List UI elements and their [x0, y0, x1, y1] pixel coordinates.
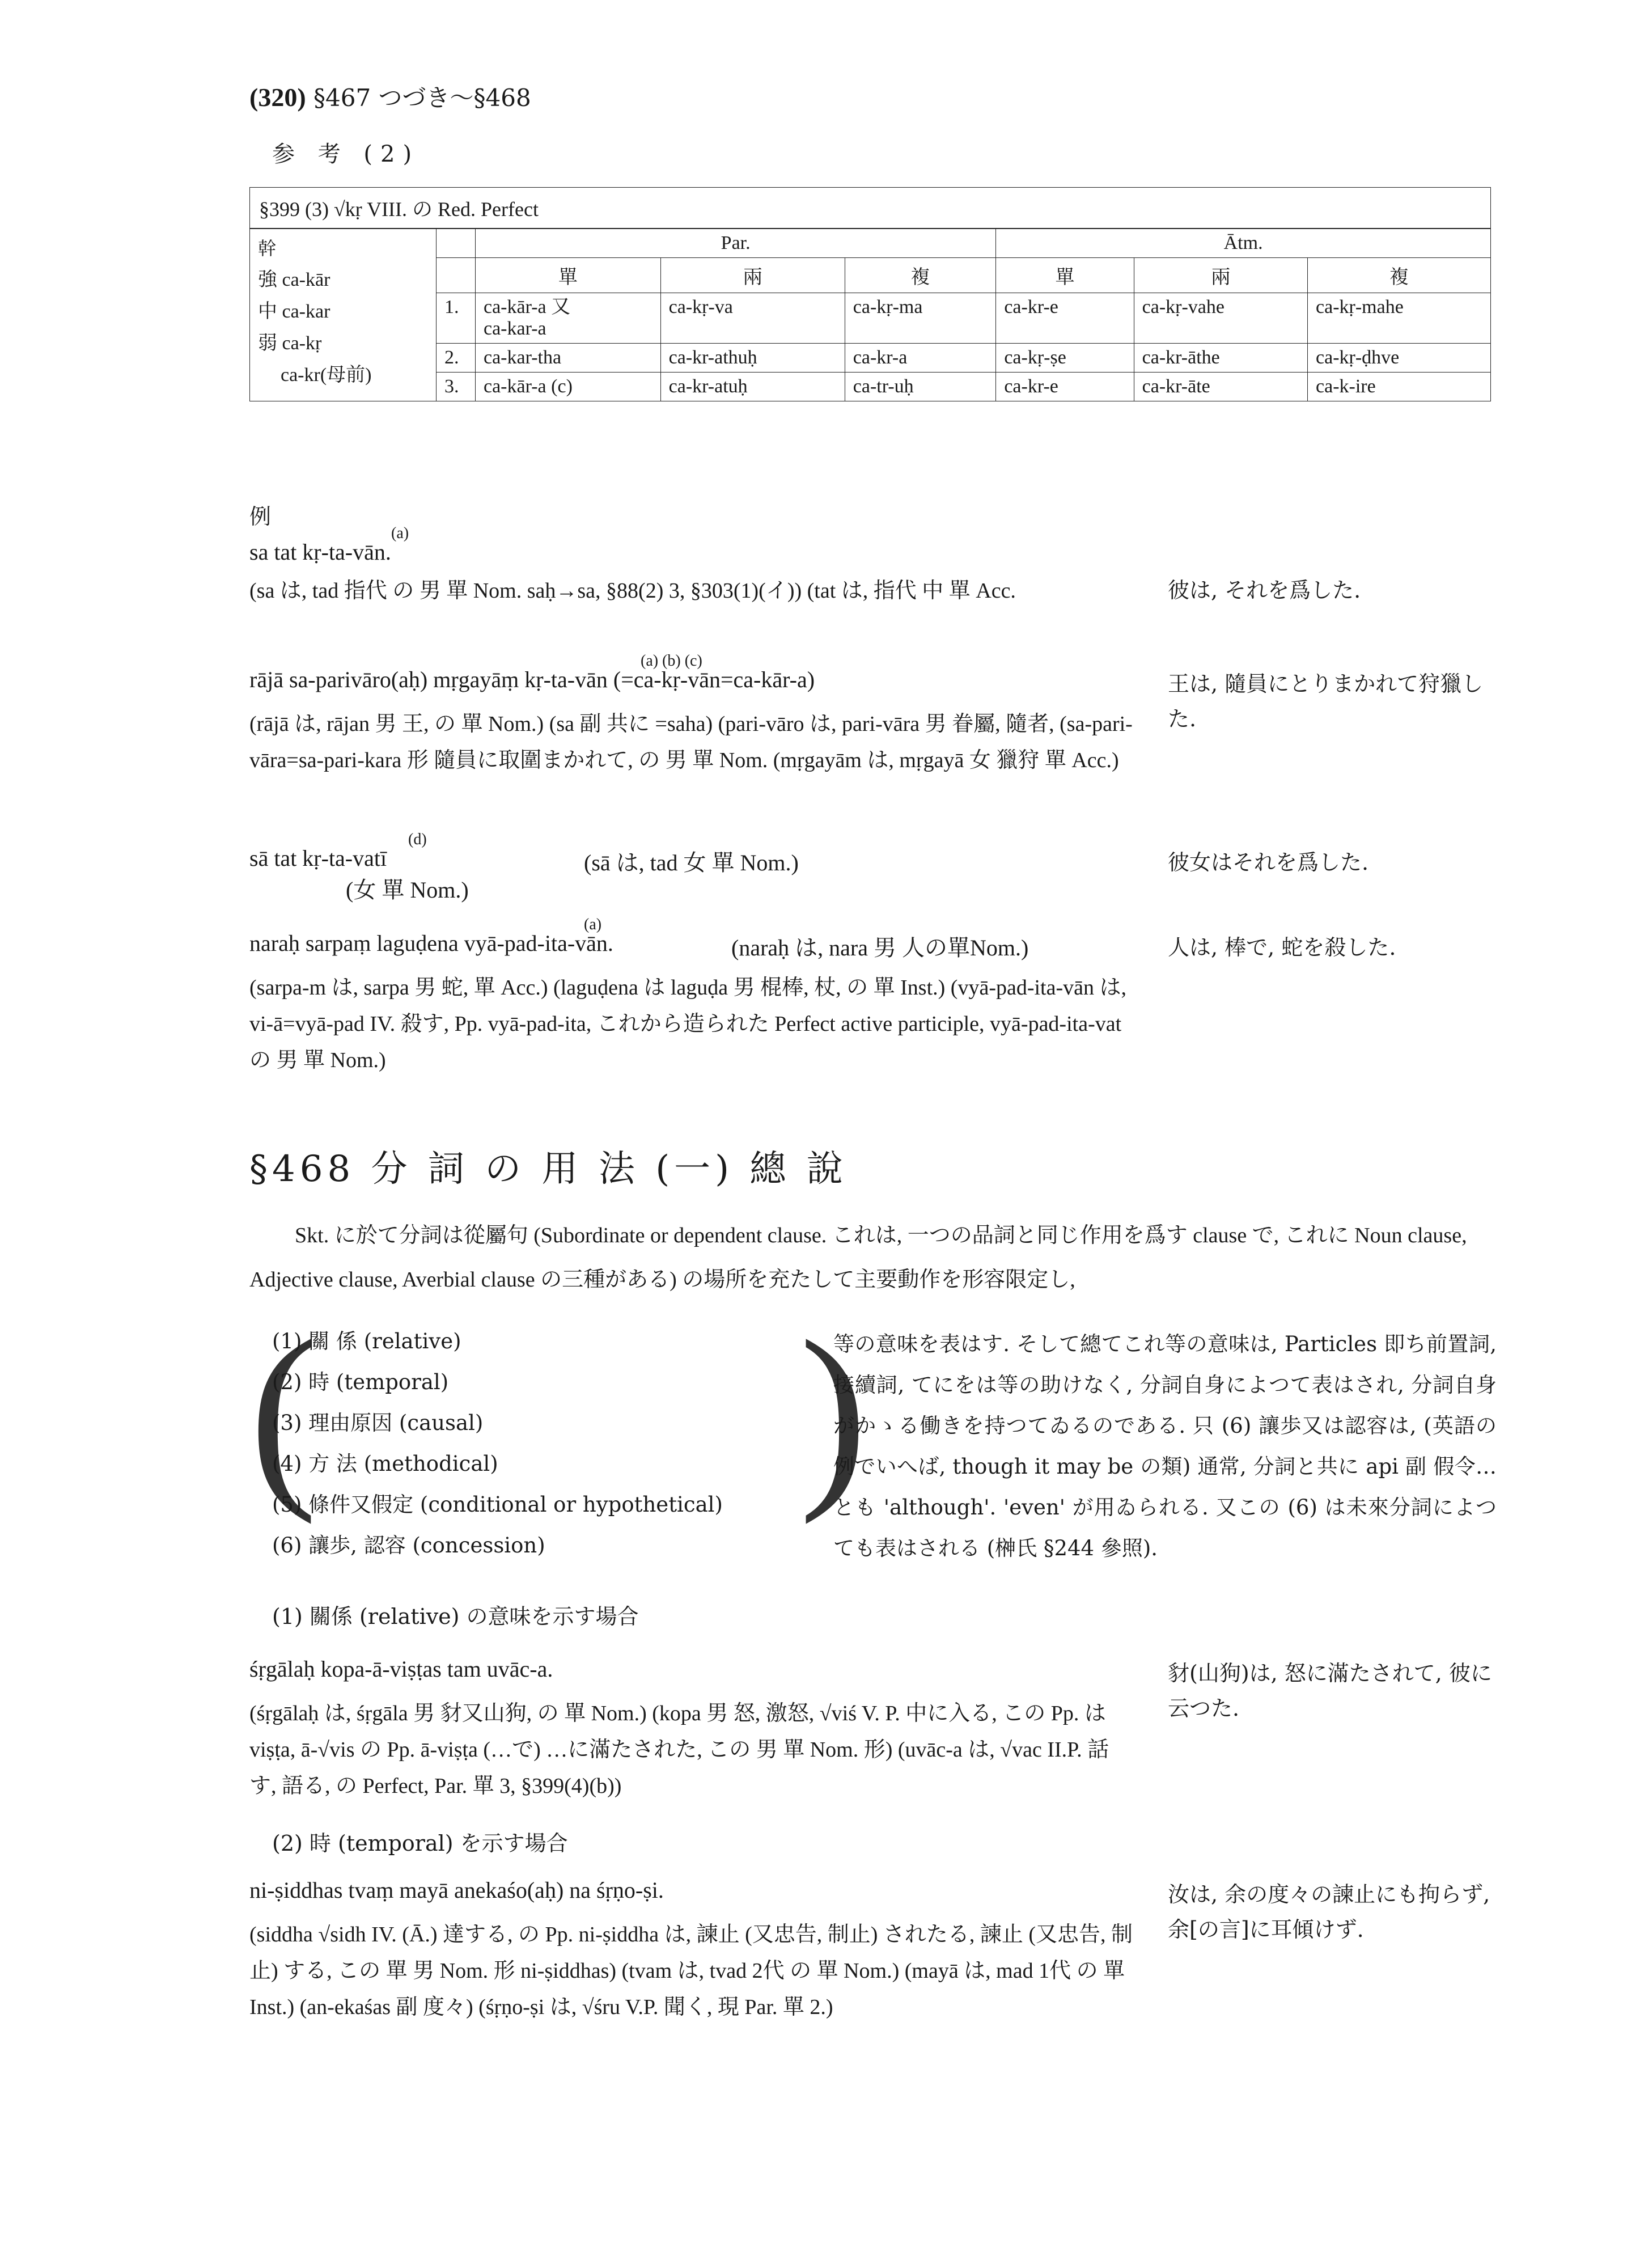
right-brace: ) [799, 1298, 867, 1525]
example-translation: 王は, 隨員にとりまかれて狩獵した. [1168, 671, 1484, 731]
voice-par: Par. [476, 229, 996, 258]
section-intro: Skt. に於て分詞は從屬句 (Subordinate or dependent clause. これは, 一つの品詞と同じ作用を爲す clause で, これに Noun clause, Adjective clause, Averbial clause の三種がある) の場所を充たして主要動作を形容限定し, [249, 1224, 1467, 1292]
example-footnote-mark: (d) [408, 831, 427, 848]
number-header: 複 [1308, 258, 1491, 293]
example-note: (siddha √sidh IV. (Ā.) 達する, の Pp. ni-ṣiddha は, 諫止 (又忠告, 制止) されたる, 諫止 (又忠告, 制止) する, この 單 男 Nom. 形 ni-ṣiddhas) (tvam は, tvad 2代 の 單 Nom.) (mayā は, mad 1代 の 單 Inst.) (an-ekaśas 副 度々) (śṛṇo-ṣi は, √śru V.P. 聞く, 現 Par. 單 2.) [249, 1923, 1133, 2019]
sub-heading: (2) 時 (temporal) を示す場合 [272, 1831, 568, 1856]
list-item: (3) 理由原因 (causal) [272, 1411, 484, 1435]
list-item: (1) 關 係 (relative) [272, 1329, 461, 1353]
example-sentence: sa tat kṛ-ta-vān. [249, 539, 391, 565]
example-translation: 豺(山狗)は, 怒に滿たされて, 彼に云つた. [1168, 1661, 1492, 1721]
number-header: 兩 [660, 258, 845, 293]
reference-heading: 参 考 (2) [272, 141, 420, 167]
example-translation: 汝は, 余の度々の諫止にも拘らず, 余[の言]に耳傾けず. [1168, 1882, 1490, 1942]
example-gloss: (女 單 Nom.) [346, 877, 469, 903]
example-note: (sā は, tad 女 單 Nom.) [584, 850, 799, 875]
list-item: (2) 時 (temporal) [272, 1370, 449, 1394]
stem-cell: 幹 強 ca-kār 中 ca-kar 弱 ca-kṛ ca-kr(母前) [250, 229, 437, 401]
number-header: 單 [476, 258, 661, 293]
example-sentence: śṛgālaḥ kopa-ā-viṣṭas tam uvāc-a. [249, 1656, 553, 1682]
page-header [249, 79, 531, 113]
example-footnote-mark: (a) (b) (c) [641, 652, 702, 670]
conjugation-table [249, 187, 1491, 401]
table-row: 3. ca-kār-a (c) ca-kr-atuḥ ca-tr-uḥ ca-kr-e ca-kr-āte ca-k-ire [250, 373, 1491, 401]
page-number: (320) [249, 83, 306, 112]
usage-explanation: 等の意味を表はす. そして總てこれ等の意味は, Particles 即ち前置詞, 接續詞, てにをは等の助けなく, 分詞自身によつて表はされ, 分詞自身がかゝる働きを持つてゐるのである. 只 (6) 讓歩又は認容は, (英語の例でいへば, though it may be の類) 通常, 分詞と共に api 副 假令…とも 'although'. 'even' が用ゐられる. 又この (6) は未來分詞によつても表はされる (榊氏 §244 參照). [833, 1332, 1497, 1560]
voice-atm: Ātm. [996, 229, 1491, 258]
table-row: 1. ca-kār-a 又 ca-kar-a ca-kṛ-va ca-kṛ-ma ca-kr-e ca-kṛ-vahe ca-kṛ-mahe [250, 293, 1491, 344]
list-item: (5) 條件又假定 (conditional or hypothetical) [272, 1492, 723, 1517]
example-sentence: ni-ṣiddhas tvaṃ mayā anekaśo(aḥ) na śṛṇo-ṣi. [249, 1877, 664, 1903]
example-footnote-mark: (a) [391, 524, 409, 542]
list-item: (4) 方 法 (methodical) [272, 1452, 498, 1476]
examples-label: 例 [249, 504, 272, 529]
example-sentence: sā tat kṛ-ta-vatī [249, 845, 387, 871]
section-title: §468 分 詞 の 用 法 (一) 總 說 [249, 1148, 848, 1190]
stem-strong: 強 ca-kār [258, 269, 331, 290]
number-header: 兩 [1134, 258, 1307, 293]
section-ref: §467 つづき〜§468 [313, 84, 531, 112]
list-item: (6) 讓歩, 認容 (concession) [272, 1533, 545, 1558]
sub-heading: (1) 關係 (relative) の意味を示す場合 [272, 1604, 639, 1629]
table-row: 2. ca-kar-tha ca-kr-athuḥ ca-kr-a ca-kṛ-ṣe ca-kr-āthe ca-kṛ-ḍhve [250, 344, 1491, 373]
number-header: 單 [996, 258, 1134, 293]
table-caption: §399 (3) √kṛ VIII. の Red. Perfect [250, 188, 1491, 229]
example-footnote-mark: (a) [584, 916, 602, 933]
example-sentence: rājā sa-parivāro(aḥ) mṛgayāṃ kṛ-ta-vān (=ca-kṛ-vān=ca-kār-a) [249, 667, 815, 692]
stem-weak-vowel: ca-kr(母前) [281, 365, 372, 386]
number-header: 複 [845, 258, 996, 293]
example-translation: 人は, 棒で, 蛇を殺した. [1168, 935, 1396, 960]
stem-middle: 中 ca-kar [258, 301, 331, 322]
example-sentence: naraḥ sarpaṃ laguḍena vyā-pad-ita-vān. [249, 930, 613, 956]
example-translation: 彼は, それを爲した. [1168, 578, 1361, 603]
left-brace: ( [249, 1298, 317, 1525]
example-note: (rājā は, rājan 男 王, の 單 Nom.) (sa 副 共に =saha) (pari-vāro は, pari-vāra 男 眷屬, 隨者, (sa-pari-vāra=sa-pari-kara 形 隨員に取圍まかれて, の 男 單 Nom. (mṛgayām は, mṛgayā 女 獵狩 單 Acc.) [249, 712, 1133, 772]
example-translation: 彼女はそれを爲した. [1168, 850, 1369, 875]
example-note: (sarpa-m は, sarpa 男 蛇, 單 Acc.) (laguḍena は laguḍa 男 棍棒, 杖, の 單 Inst.) (vyā-pad-ita-vān は, vi-ā=vyā-pad IV. 殺す, Pp. vyā-pad-ita, これから造られた Perfect active participle, vyā-pad-ita-vat の 男 單 Nom.) [249, 976, 1126, 1072]
example-note-inline: (naraḥ は, nara 男 人の單Nom.) [731, 935, 1029, 960]
usage-list [272, 1321, 805, 1566]
stem-weak: 弱 ca-kṛ [258, 333, 322, 354]
example-note: (śṛgālaḥ は, śṛgāla 男 豺又山狗, の 單 Nom.) (kopa 男 怒, 激怒, √viś V. P. 中に入る, この Pp. は viṣṭa, ā-√vis の Pp. ā-viṣṭa (…で) …に滿たされた, この 男 單 Nom. 形) (uvāc-a は, √vac II.P. 話す, 語る, の Perfect, Par. 單 3, §399(4)(b)) [249, 1702, 1109, 1798]
example-note: (sa は, tad 指代 の 男 單 Nom. saḥ→sa, §88(2) 3, §303(1)(イ)) (tat は, 指代 中 單 Acc. [249, 579, 1016, 603]
